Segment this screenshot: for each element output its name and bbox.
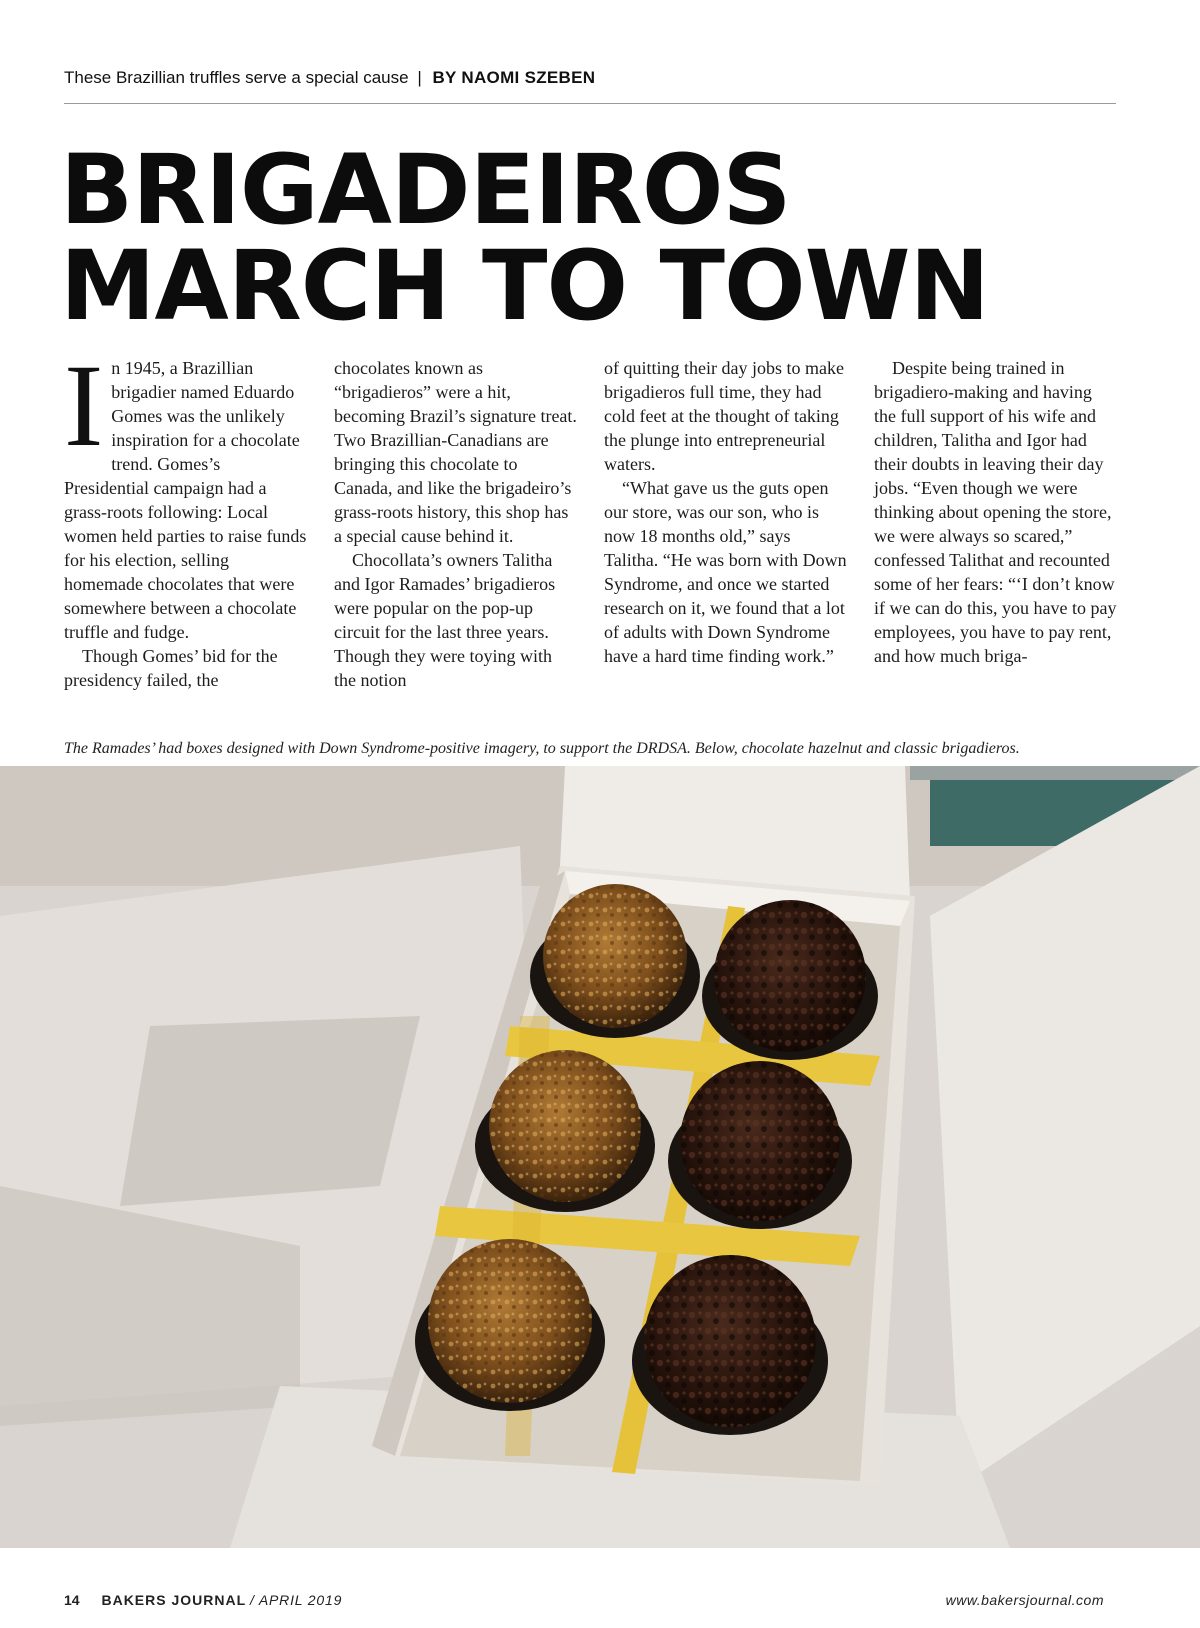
article-body (64, 340, 1118, 692)
paragraph: Though Gomes’ bid for the presidency failed, the (64, 646, 278, 690)
column-3 (604, 356, 848, 692)
issue-date: / APRIL 2019 (250, 1592, 343, 1608)
page-footer (64, 1592, 1104, 1608)
brigadeiro-box-illustration (0, 766, 1200, 1548)
paragraph-text: n 1945, a Brazillian brigadier named Eduardo Gomes was the unlikely inspiration for a chocolate trend. Gomes’s Presidential campaign had a grass-roots following: Local women held parties to raise funds for his election, selling homemade chocolates that were somewhere between a chocolate truffle and fudge. (64, 358, 307, 642)
column-1 (64, 340, 308, 692)
paragraph: “What gave us the guts open our store, was our son, who is now 18 months old,” says Talitha. “He was born with Down Syndrome, and once we started research on it, we found that a lot of adults with Down Syndrome have a hard time finding work.” (604, 478, 847, 666)
paragraph (64, 340, 308, 644)
photo-caption: The Ramades’ had boxes designed with Down Syndrome-positive imagery, to support the DRDSA. Below, chocolate hazelnut and classic brigadieros. (64, 740, 1020, 757)
website-url: www.bakersjournal.com (945, 1592, 1104, 1608)
brigadeiro-box-photo (0, 766, 1200, 1548)
headline-line-1: BRIGADEIROS (60, 134, 791, 246)
byline: BY NAOMI SZEBEN (432, 68, 596, 87)
paragraph: Despite being trained in brigadiero-making and having the full support of his wife and children, Talitha and Igor had their doubts in leaving their day jobs. “Even though we were thinking about opening the store, we were always so scared,” confessed Talithat and recounted some of her fears: “‘I don’t know if we can do this, you have to pay employees, you have to pay rent, and how much briga- (874, 358, 1117, 666)
page-number: 14 (64, 1592, 80, 1608)
dropcap: I (64, 340, 104, 471)
article-header (64, 68, 1116, 88)
paragraph: Chocollata’s owners Talitha and Igor Ramades’ brigadieros were popular on the pop-up circuit for the last three years. Though they were toying with the notion (334, 550, 556, 690)
paragraph: chocolates known as “brigadieros” were a hit, becoming Brazil’s signature treat. Two Brazillian-Canadians are bringing this chocolate to Canada, and like the brigadeiro’s grass-roots history, this shop has a special cause behind it. (334, 358, 577, 546)
column-4 (874, 356, 1118, 692)
header-separator: | (417, 68, 422, 87)
header-rule (64, 103, 1116, 104)
kicker: These Brazillian truffles serve a special cause (64, 68, 409, 87)
headline (60, 134, 1160, 342)
magazine-name: BAKERS JOURNAL (101, 1592, 247, 1608)
column-2 (334, 356, 578, 692)
paragraph: of quitting their day jobs to make brigadieros full time, they had cold feet at the thought of taking the plunge into entrepreneurial waters. (604, 358, 844, 474)
headline-line-2: MARCH TO TOWN (60, 230, 989, 342)
